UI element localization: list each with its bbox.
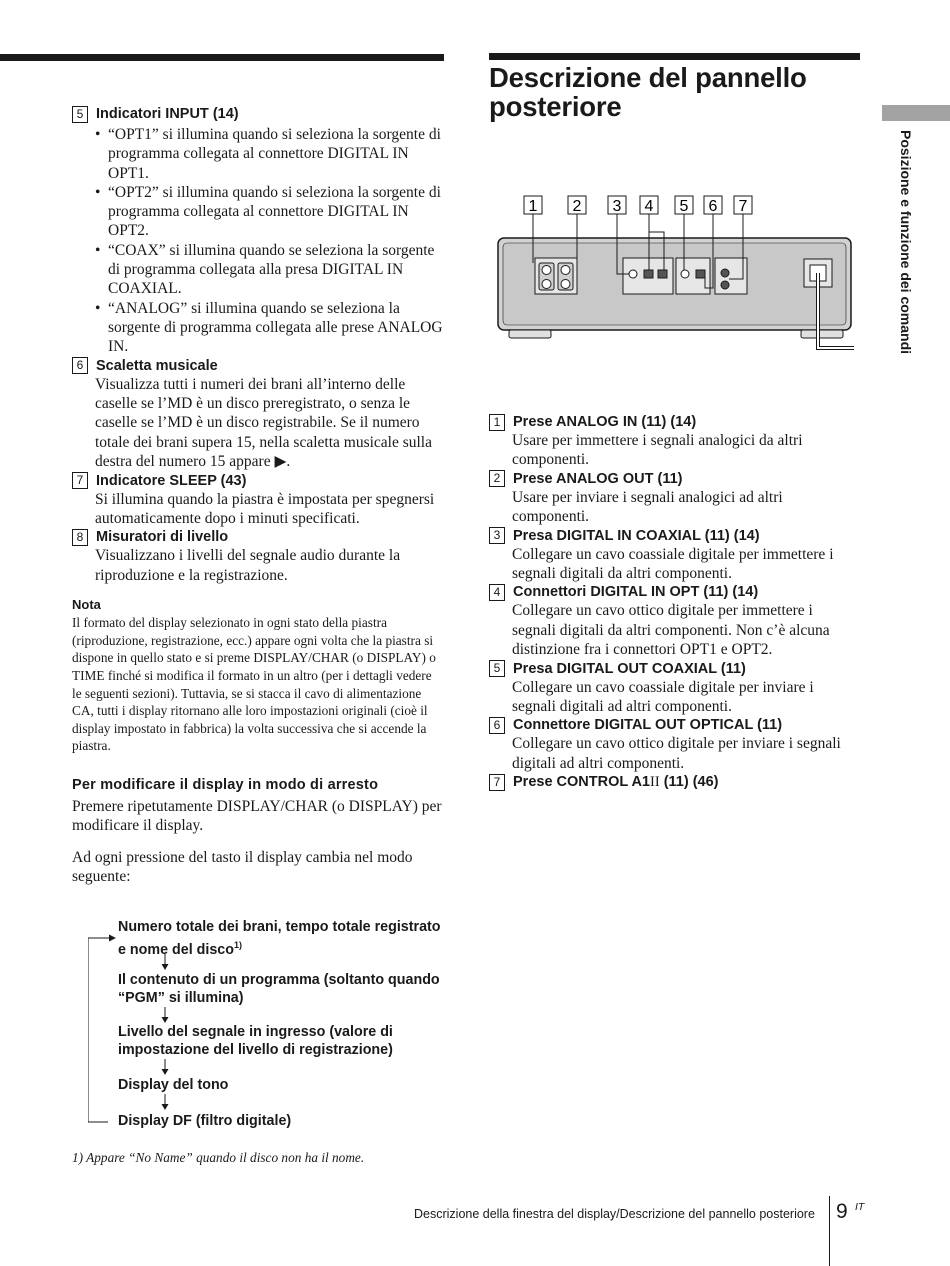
section-paragraph: Premere ripetutamente DISPLAY/CHAR (o DISPLAY) per modificare il display. bbox=[72, 797, 442, 835]
item-6 bbox=[72, 357, 444, 472]
page-language-suffix: IT bbox=[855, 1201, 865, 1213]
left-column bbox=[72, 105, 444, 887]
side-section-label: Posizione e funzione dei comandi bbox=[898, 130, 914, 355]
down-arrow-icon bbox=[158, 1094, 172, 1110]
digital-in-block bbox=[623, 258, 673, 294]
rear-item-1 bbox=[489, 413, 859, 470]
item-number: 4 bbox=[489, 584, 505, 601]
callout-label-7 bbox=[734, 196, 752, 215]
right-column bbox=[489, 413, 859, 791]
control-a1-block bbox=[715, 258, 747, 294]
item-title: Prese CONTROL A1II (11) (46) bbox=[513, 774, 719, 791]
item-number: 3 bbox=[489, 527, 505, 544]
note-body: Il formato del display selezionato in ogni stato della piastra (riproduzione, registrazione, ecc.) appare ogni volta che la piastra si dispone in quello stato e si preme DISPLAY/CHAR (o DISPLAY) o TIME finché si modifica il formato in un altro (per i dettagli vedere le seguenti sezioni). Tuttavia, se si stacca il cavo di alimentazione CA, tutti i display ritornano alle loro impostazioni originali (cioè il display impostato in fabbrica) la volta successiva che si accende la piastra. bbox=[72, 615, 436, 754]
item-body: Visualizza tutti i numeri dei brani all’interno delle caselle se l’MD è un disco preregistrato, o senza le caselle se l’MD è un disco registrabile. Se il numero totale dei brani supera 15, nella scaletta musicale sulla destra del numero 15 appare ▶. bbox=[95, 375, 432, 471]
flow-step-3: Livello del segnale in ingresso (valore di impostazione del livello di registrazione) bbox=[118, 1024, 393, 1058]
svg-text:7: 7 bbox=[738, 198, 748, 215]
down-arrow-icon bbox=[158, 1007, 172, 1023]
rear-item-4 bbox=[489, 583, 859, 659]
item-title: Connettore DIGITAL OUT OPTICAL (11) bbox=[513, 717, 783, 734]
rear-item-5 bbox=[489, 660, 859, 717]
rear-panel-diagram bbox=[489, 188, 859, 368]
down-arrow-icon bbox=[158, 954, 172, 970]
item-title: Misuratori di livello bbox=[96, 529, 229, 546]
page-number: 9 bbox=[836, 1200, 848, 1223]
svg-text:1: 1 bbox=[528, 198, 538, 215]
item-number: 7 bbox=[72, 472, 88, 489]
bullet-item: • “OPT2” si illumina quando si seleziona la sorgente di programma collegata al connettore DIGITAL IN OPT2. bbox=[95, 183, 444, 241]
item-7 bbox=[72, 472, 444, 529]
section-paragraph: Ad ogni pressione del tasto il display cambia nel modo seguente: bbox=[72, 848, 413, 886]
analog-jacks-block bbox=[535, 258, 577, 294]
item-number: 5 bbox=[489, 660, 505, 677]
item-title: Presa DIGITAL OUT COAXIAL (11) bbox=[513, 660, 746, 677]
item-number: 8 bbox=[72, 529, 88, 546]
svg-text:6: 6 bbox=[708, 198, 718, 215]
flow-step-5: Display DF (filtro digitale) bbox=[118, 1113, 292, 1129]
bullet-item: • “ANALOG” si illumina quando se seleziona la sorgente di programma collegata alle prese ANALOG IN. bbox=[95, 299, 444, 357]
item-body: Visualizzano i livelli del segnale audio durante la riproduzione e la registrazione. bbox=[95, 547, 401, 584]
item-body: Collegare un cavo coassiale digitale per immettere i segnali digitali da altri componenti. bbox=[512, 545, 834, 583]
rear-item-7 bbox=[489, 773, 859, 791]
side-tab-marker bbox=[882, 105, 950, 121]
down-arrow-icon bbox=[158, 1059, 172, 1075]
bullet-list bbox=[95, 125, 444, 357]
footer-breadcrumb: Descrizione della finestra del display/Descrizione del pannello posteriore bbox=[414, 1207, 815, 1221]
rear-item-6 bbox=[489, 716, 859, 773]
item-title: Presa DIGITAL IN COAXIAL (11) (14) bbox=[513, 527, 760, 544]
item-body: Usare per immettere i segnali analogici da altri componenti. bbox=[512, 432, 803, 469]
callout-label-1 bbox=[524, 196, 542, 215]
callout-label-4 bbox=[640, 196, 658, 215]
svg-text:3: 3 bbox=[612, 198, 622, 215]
callout-label-6 bbox=[704, 196, 722, 215]
top-rule-left bbox=[0, 54, 444, 61]
page-title: Descrizione del pannello posteriore bbox=[489, 62, 807, 122]
item-body: Collegare un cavo coassiale digitale per inviare i segnali digitali ad altri componenti. bbox=[512, 678, 814, 716]
item-title: Prese ANALOG IN (11) (14) bbox=[513, 414, 697, 430]
bullet-item: • “COAX” si illumina quando se seleziona la sorgente di programma collegata alla presa DIGITAL IN COAXIAL. bbox=[95, 241, 444, 299]
svg-text:2: 2 bbox=[572, 198, 582, 215]
item-number: 6 bbox=[489, 717, 505, 734]
item-title: Connettori DIGITAL IN OPT (11) (14) bbox=[513, 584, 759, 601]
footnote: 1) Appare “No Name” quando il disco non ha il nome. bbox=[72, 1150, 365, 1165]
item-title: Prese ANALOG OUT (11) bbox=[513, 470, 683, 487]
callout-label-3 bbox=[608, 196, 626, 215]
item-title: Scaletta musicale bbox=[96, 357, 218, 374]
item-number: 1 bbox=[489, 414, 505, 431]
item-body: Si illumina quando la piastra è impostata per spegnersi automaticamente dopo i minuti specificati. bbox=[95, 490, 435, 527]
flow-step-1: Numero totale dei brani, tempo totale registrato e nome del disco$^{1)}$ bbox=[118, 919, 441, 958]
cycle-loop-arrow bbox=[88, 918, 118, 1133]
flow-step-2: Il contenuto di un programma (soltanto quando “PGM” si illumina) bbox=[118, 972, 440, 1006]
top-rule-right bbox=[489, 53, 860, 60]
rear-item-2 bbox=[489, 470, 859, 527]
item-number: 5 bbox=[72, 106, 88, 123]
item-title: Indicatore SLEEP (43) bbox=[96, 472, 247, 489]
item-5 bbox=[72, 105, 444, 357]
item-body: Collegare un cavo ottico digitale per inviare i segnali digitali ad altri componenti. bbox=[512, 735, 841, 772]
item-body: Usare per inviare i segnali analogici ad altri componenti. bbox=[512, 488, 783, 526]
svg-text:4: 4 bbox=[644, 198, 654, 215]
item-body: Collegare un cavo ottico digitale per immettere i segnali digitali da altri componenti. Non c’è alcuna distinzione fra i connettori OPT1 e OPT2. bbox=[512, 602, 830, 659]
bullet-item: • “OPT1” si illumina quando si seleziona la sorgente di programma collegata al connettore DIGITAL IN OPT1. bbox=[95, 125, 444, 183]
callout-label-5 bbox=[675, 196, 693, 215]
item-8 bbox=[72, 528, 444, 585]
svg-text:5: 5 bbox=[679, 198, 689, 215]
note-title: Nota bbox=[72, 597, 101, 613]
display-cycle-flow bbox=[88, 918, 448, 1133]
item-number: 2 bbox=[489, 470, 505, 487]
rear-item-3 bbox=[489, 527, 859, 584]
item-number: 7 bbox=[489, 774, 505, 791]
section-heading: Per modificare il display in modo di arresto bbox=[72, 776, 379, 793]
callout-label-2 bbox=[568, 196, 586, 215]
item-number: 6 bbox=[72, 357, 88, 374]
item-title: Indicatori INPUT (14) bbox=[96, 106, 239, 122]
flow-step-4: Display del tono bbox=[118, 1077, 229, 1093]
footer-divider bbox=[829, 1196, 830, 1266]
digital-out-block bbox=[676, 258, 710, 294]
